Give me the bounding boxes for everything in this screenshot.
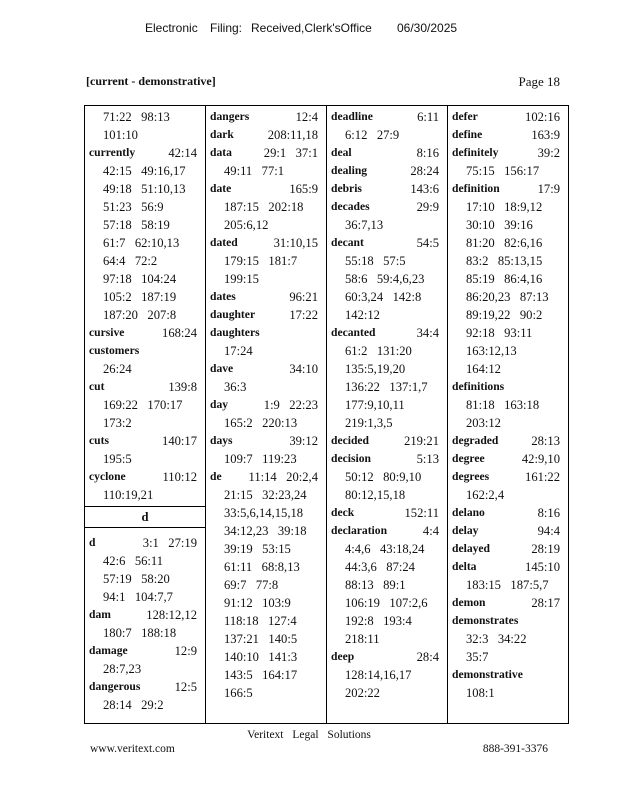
index-entry — [448, 108, 568, 126]
letter-section-header: d — [85, 506, 205, 528]
page-line-refs: 36:3 — [224, 380, 247, 394]
page-line-refs: 81:18 163:18 — [466, 398, 540, 412]
page-line-refs: 17:24 — [224, 344, 253, 358]
index-term: damage — [89, 644, 128, 657]
index-entry — [85, 108, 205, 144]
page-line-refs: 29:9 — [416, 200, 439, 214]
page-line-refs — [523, 666, 564, 684]
index-term: data — [210, 146, 232, 159]
index-term: daughters — [210, 326, 260, 339]
index-entry — [448, 180, 568, 378]
page-line-refs: 140:10 141:3 — [224, 650, 298, 664]
page-line-refs: 28:13 — [531, 434, 560, 448]
page-line-refs: 165:2 220:13 — [224, 416, 298, 430]
index-term: decanted — [331, 326, 376, 339]
page-line-refs: 219:1,3,5 — [345, 416, 393, 430]
page-line-refs: 96:21 — [289, 290, 318, 304]
filing-electronic: Electronic — [145, 21, 198, 35]
index-entry — [448, 144, 568, 180]
index-entry — [448, 522, 568, 540]
index-entry — [206, 126, 326, 144]
page-line-refs: 28:24 — [410, 164, 439, 178]
page-line-refs: 97:18 104:24 — [103, 272, 177, 286]
index-term: definition — [452, 182, 500, 195]
index-term: decided — [331, 434, 370, 447]
index-term: days — [210, 434, 233, 447]
index-entry — [448, 504, 568, 522]
page-line-refs: 162:2,4 — [466, 488, 505, 502]
page-line-refs: 110:19,21 — [103, 488, 154, 502]
page-line-refs: 105:2 187:19 — [103, 290, 177, 304]
index-term: dates — [210, 290, 236, 303]
index-entry — [327, 504, 447, 522]
index-entry — [85, 534, 205, 606]
page-line-refs: 42:14 — [168, 146, 197, 160]
page-line-refs: 44:3,6 87:24 — [345, 560, 415, 574]
index-term: dealing — [331, 164, 368, 177]
page-line-refs: 183:15 187:5,7 — [466, 578, 549, 592]
index-term: declaration — [331, 524, 388, 537]
page-line-refs: 168:24 — [162, 326, 197, 340]
page-line-refs: 39:12 — [289, 434, 318, 448]
page-line-refs: 61:2 131:20 — [345, 344, 412, 358]
index-entry — [327, 144, 447, 162]
page-line-refs: 218:11 — [345, 632, 380, 646]
index-term: demonstrative — [452, 668, 523, 681]
index-entry — [206, 144, 326, 180]
index-entry — [327, 522, 447, 648]
index-entry — [327, 180, 447, 198]
filing-date: 06/30/2025 — [397, 21, 458, 35]
index-entry — [327, 234, 447, 324]
index-entry — [85, 642, 205, 678]
index-term: deck — [331, 506, 355, 519]
page-line-refs: 49:18 51:10,13 — [103, 182, 186, 196]
index-term: deep — [331, 650, 355, 663]
page-line-refs: 12:9 — [174, 644, 197, 658]
index-entry — [448, 378, 568, 432]
page-line-refs: 39:19 53:15 — [224, 542, 291, 556]
page-line-refs: 94:4 — [537, 524, 560, 538]
page-line-refs: 42:9,10 — [521, 452, 560, 466]
filing-label: Filing: — [210, 21, 243, 35]
page-line-refs: 106:19 107:2,6 — [345, 596, 428, 610]
page-line-refs — [139, 342, 201, 360]
page-line-refs: 26:24 — [103, 362, 132, 376]
page-line-refs: 57:19 58:20 — [103, 572, 170, 586]
page-line-refs: 6:12 27:9 — [345, 128, 400, 142]
page-line-refs: 173:2 — [103, 416, 132, 430]
page-line-refs — [504, 378, 564, 396]
page-line-refs: 219:21 — [404, 434, 439, 448]
index-column — [448, 106, 568, 723]
index-entry — [327, 198, 447, 234]
index-entry — [327, 108, 447, 144]
index-term: define — [452, 128, 483, 141]
page-line-refs: 42:6 56:11 — [103, 554, 164, 568]
page-line-refs: 179:15 181:7 — [224, 254, 298, 268]
index-term: cursive — [89, 326, 125, 339]
page-line-refs: 55:18 57:5 — [345, 254, 406, 268]
page-line-refs: 39:2 — [537, 146, 560, 160]
page-line-refs: 180:7 188:18 — [103, 626, 177, 640]
index-entry — [85, 606, 205, 642]
page-line-refs: 136:22 137:1,7 — [345, 380, 428, 394]
footer-website: www.veritext.com — [90, 743, 175, 755]
index-entry — [85, 144, 205, 324]
index-term: currently — [89, 146, 136, 159]
page-line-refs: 5:13 — [416, 452, 439, 466]
index-term: delayed — [452, 542, 491, 555]
index-column — [327, 106, 448, 723]
index-term: daughter — [210, 308, 256, 321]
page-line-refs: 203:12 — [466, 416, 501, 430]
index-term: definitions — [452, 380, 505, 393]
page-line-refs: 28:4 — [416, 650, 439, 664]
index-entry — [448, 450, 568, 468]
footer-phone: 888-391-3376 — [482, 743, 548, 755]
index-entry — [327, 648, 447, 702]
page-line-refs: 58:6 59:4,6,23 — [345, 272, 425, 286]
index-term: dangerous — [89, 680, 141, 693]
page-line-refs: 8:16 — [416, 146, 439, 160]
page-line-refs: 4:4 — [422, 524, 439, 538]
page-line-refs: 187:15 202:18 — [224, 200, 304, 214]
index-term: definitely — [452, 146, 499, 159]
index-term: decant — [331, 236, 364, 249]
index-entry — [206, 324, 326, 360]
page-line-refs: 152:11 — [404, 506, 439, 520]
index-entry — [206, 108, 326, 126]
page-line-refs: 166:5 — [224, 686, 253, 700]
index-term: dam — [89, 608, 111, 621]
index-term: delano — [452, 506, 485, 519]
page-line-refs: 101:10 — [103, 128, 138, 142]
page-line-refs: 64:4 72:2 — [103, 254, 158, 268]
page-line-refs: 29:1 37:1 — [263, 146, 318, 160]
page-line-refs: 108:1 — [466, 686, 495, 700]
index-entry — [206, 396, 326, 432]
page-line-refs: 81:20 82:6,16 — [466, 236, 543, 250]
index-term: degraded — [452, 434, 499, 447]
index-term: dangers — [210, 110, 250, 123]
page-line-refs: 85:19 86:4,16 — [466, 272, 543, 286]
index-term: delta — [452, 560, 477, 573]
page-line-refs: 163:9 — [531, 128, 560, 142]
page-line-refs: 12:5 — [174, 680, 197, 694]
page-line-refs: 6:11 — [417, 110, 439, 124]
index-term: delay — [452, 524, 479, 537]
page-line-refs: 89:19,22 90:2 — [466, 308, 543, 322]
index-term: decades — [331, 200, 370, 213]
page-line-refs: 208:11,18 — [267, 128, 318, 142]
index-entry — [85, 378, 205, 432]
index-term: defer — [452, 110, 478, 123]
index-entry — [206, 432, 326, 468]
page-line-refs: 32:3 34:22 — [466, 632, 527, 646]
page-line-refs: 61:11 68:8,13 — [224, 560, 300, 574]
index-term: decision — [331, 452, 371, 465]
page-line-refs: 54:5 — [416, 236, 439, 250]
page-line-refs: 4:4,6 43:18,24 — [345, 542, 425, 556]
page-line-refs: 145:10 — [525, 560, 560, 574]
page-line-refs: 92:18 93:11 — [466, 326, 533, 340]
page-line-refs: 8:16 — [537, 506, 560, 520]
page-line-refs: 139:8 — [168, 380, 197, 394]
index-term: de — [210, 470, 222, 483]
page-line-refs: 17:22 — [289, 308, 318, 322]
page-line-refs: 11:14 20:2,4 — [248, 470, 318, 484]
page-line-refs: 28:17 — [531, 596, 560, 610]
index-column — [206, 106, 327, 723]
word-index-grid — [84, 105, 569, 724]
page-line-refs: 91:12 103:9 — [224, 596, 291, 610]
index-entry — [448, 126, 568, 144]
index-term: dated — [210, 236, 238, 249]
index-term: degree — [452, 452, 485, 465]
index-term: d — [89, 536, 96, 549]
page-line-refs: 102:16 — [525, 110, 560, 124]
page-line-refs: 42:15 49:16,17 — [103, 164, 186, 178]
page-line-refs: 195:5 — [103, 452, 132, 466]
page-line-refs: 75:15 156:17 — [466, 164, 540, 178]
page-line-refs: 80:12,15,18 — [345, 488, 406, 502]
index-entry — [206, 468, 326, 702]
page-line-refs: 50:12 80:9,10 — [345, 470, 422, 484]
page-line-refs: 35:7 — [466, 650, 489, 664]
index-term: cyclone — [89, 470, 126, 483]
page-line-refs: 177:9,10,11 — [345, 398, 405, 412]
index-entry — [206, 360, 326, 396]
index-entry — [206, 234, 326, 288]
page-line-refs: 17:10 18:9,12 — [466, 200, 543, 214]
page-line-refs: 1:9 22:23 — [263, 398, 318, 412]
page-line-refs: 57:18 58:19 — [103, 218, 170, 232]
page-line-refs: 71:22 98:13 — [103, 110, 170, 124]
page-line-refs: 88:13 89:1 — [345, 578, 406, 592]
index-entry — [85, 678, 205, 714]
page-line-refs: 137:21 140:5 — [224, 632, 298, 646]
page-line-refs: 28:7,23 — [103, 662, 142, 676]
page-line-refs: 192:8 193:4 — [345, 614, 412, 628]
page-line-refs: 28:14 29:2 — [103, 698, 164, 712]
index-entry — [448, 612, 568, 666]
page-line-refs: 202:22 — [345, 686, 380, 700]
page-line-refs: 36:7,13 — [345, 218, 384, 232]
index-entry — [327, 162, 447, 180]
page-line-refs: 128:14,16,17 — [345, 668, 412, 682]
page-line-refs: 30:10 39:16 — [466, 218, 533, 232]
index-term: debris — [331, 182, 362, 195]
index-term: cuts — [89, 434, 109, 447]
page-line-refs: 83:2 85:13,15 — [466, 254, 543, 268]
index-entry — [206, 180, 326, 234]
page-line-refs: 34:10 — [289, 362, 318, 376]
index-column — [85, 106, 206, 723]
page-line-refs: 109:7 119:23 — [224, 452, 297, 466]
index-term: cut — [89, 380, 105, 393]
index-entry — [448, 432, 568, 450]
page-line-refs: 17:9 — [537, 182, 560, 196]
page-line-refs: 164:12 — [466, 362, 501, 376]
page-line-refs — [518, 612, 564, 630]
index-entry — [85, 324, 205, 342]
page-number: Page 18 — [518, 74, 560, 89]
page-line-refs: 143:5 164:17 — [224, 668, 298, 682]
index-entry — [85, 432, 205, 468]
index-term: demon — [452, 596, 486, 609]
page-line-refs: 163:12,13 — [466, 344, 517, 358]
index-entry — [448, 540, 568, 558]
index-entry — [327, 324, 447, 432]
page-line-refs: 142:12 — [345, 308, 380, 322]
page-line-refs: 205:6,12 — [224, 218, 269, 232]
page-line-refs: 33:5,6,14,15,18 — [224, 506, 304, 520]
index-term: deadline — [331, 110, 373, 123]
index-entry — [206, 288, 326, 306]
page-line-refs: 51:23 56:9 — [103, 200, 164, 214]
index-range: [current - demonstrative] — [86, 74, 216, 88]
page-line-refs: 199:15 — [224, 272, 259, 286]
index-entry — [206, 306, 326, 324]
index-term: day — [210, 398, 229, 411]
index-term: degrees — [452, 470, 490, 483]
index-entry — [85, 342, 205, 378]
filing-received: Received,Clerk'sOffice — [251, 21, 372, 35]
page-line-refs: 34:12,23 39:18 — [224, 524, 307, 538]
index-term: deal — [331, 146, 352, 159]
index-term: demonstrates — [452, 614, 519, 627]
page-line-refs: 3:1 27:19 — [142, 536, 197, 550]
page-line-refs: 69:7 77:8 — [224, 578, 279, 592]
page-line-refs: 110:12 — [162, 470, 197, 484]
index-term: date — [210, 182, 232, 195]
index-entry — [448, 594, 568, 612]
page-line-refs: 49:11 77:1 — [224, 164, 285, 178]
index-entry — [327, 450, 447, 504]
page-line-refs: 128:12,12 — [146, 608, 197, 622]
index-term: dave — [210, 362, 234, 375]
page-line-refs: 140:17 — [162, 434, 197, 448]
page-line-refs: 118:18 127:4 — [224, 614, 297, 628]
footer-company: Veritext Legal Solutions — [247, 729, 371, 741]
index-entry — [448, 468, 568, 504]
index-entry — [448, 666, 568, 702]
page-line-refs: 187:20 207:8 — [103, 308, 177, 322]
index-entry — [448, 558, 568, 594]
page-line-refs: 12:4 — [295, 110, 318, 124]
page-line-refs: 169:22 170:17 — [103, 398, 183, 412]
page-line-refs: 60:3,24 142:8 — [345, 290, 422, 304]
page-line-refs: 34:4 — [416, 326, 439, 340]
page-line-refs: 165:9 — [289, 182, 318, 196]
page-line-refs: 61:7 62:10,13 — [103, 236, 180, 250]
index-term: customers — [89, 344, 140, 357]
page-line-refs: 135:5,19,20 — [345, 362, 406, 376]
index-entry — [85, 468, 205, 504]
index-entry — [327, 432, 447, 450]
page-line-refs: 161:22 — [525, 470, 560, 484]
page-line-refs — [260, 324, 322, 342]
page-line-refs: 28:19 — [531, 542, 560, 556]
page-line-refs: 94:1 104:7,7 — [103, 590, 173, 604]
page-line-refs: 86:20,23 87:13 — [466, 290, 549, 304]
page-line-refs: 143:6 — [410, 182, 439, 196]
page-line-refs: 31:10,15 — [273, 236, 318, 250]
page-line-refs: 21:15 32:23,24 — [224, 488, 307, 502]
index-term: dark — [210, 128, 234, 141]
